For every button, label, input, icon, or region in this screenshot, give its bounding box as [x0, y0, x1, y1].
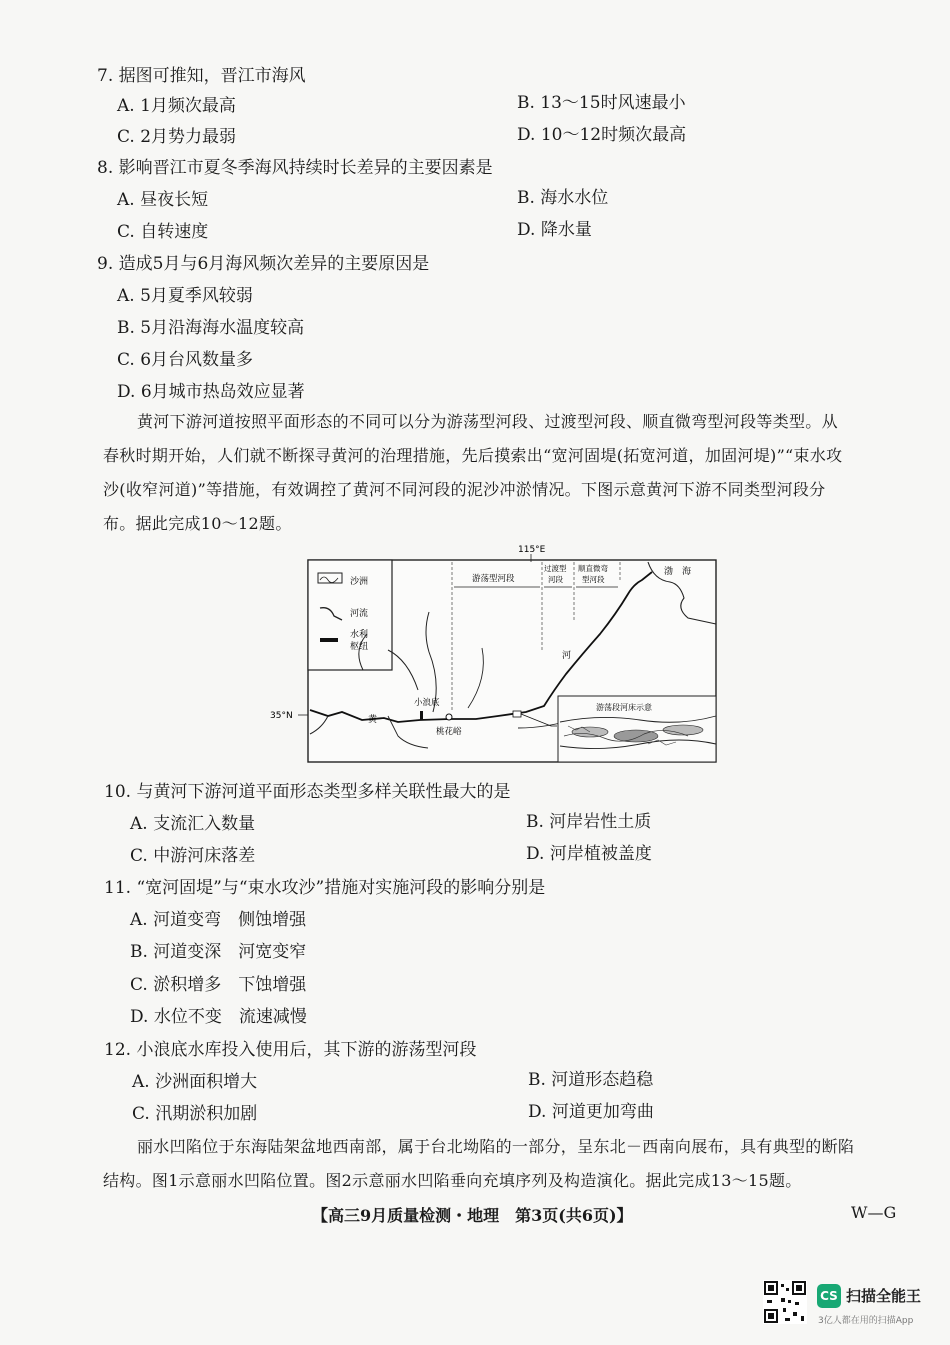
q7-stem: 7. 据图可推知，晋江市海风: [97, 66, 306, 86]
q7-option-a: A. 1月频次最高: [117, 96, 236, 116]
inset-riverbed-diagram: [558, 696, 716, 762]
q10-option-d: D. 河岸植被盖度: [526, 844, 652, 864]
segment-guodu-label-1: 过渡型: [544, 564, 567, 573]
q12-option-c: C. 汛期淤积加剧: [132, 1104, 258, 1124]
q8-option-c: C. 自转速度: [117, 222, 209, 242]
q10-option-a: A. 支流汇入数量: [130, 814, 256, 834]
taohuayu-point-icon: [446, 714, 452, 720]
passage1-line4: 布。据此完成10～12题。: [103, 514, 292, 533]
q8-option-d: D. 降水量: [517, 220, 592, 240]
q11-option-c: C. 淤积增多 下蚀增强: [130, 975, 307, 995]
q7-option-c: C. 2月势力最弱: [117, 127, 237, 147]
passage-yellow-river: [103, 405, 888, 541]
q9-option-d: D. 6月城市热岛效应显著: [117, 382, 305, 402]
qr-code-icon: [763, 1280, 807, 1324]
taohuayu-label: 桃花峪: [436, 727, 462, 737]
segment-guodu-label-2: 河段: [548, 575, 563, 584]
legend-heliu: 河流: [350, 609, 369, 619]
segment-shunzhi-label-2: 型河段: [582, 575, 605, 584]
page-footer: 【高三9月质量检测・地理 第3页(共6页)】: [312, 1206, 633, 1225]
longitude-label: 115°E: [518, 545, 546, 555]
q9-stem: 9. 造成5月与6月海风频次差异的主要原因是: [97, 254, 430, 274]
q7-option-b: B. 13～15时风速最小: [517, 93, 686, 113]
q12-stem: 12. 小浪底水库投入使用后，其下游的游荡型河段: [104, 1040, 477, 1060]
inset-title: 游荡段河床示意: [596, 703, 652, 712]
camscanner-tagline: 3亿人都在用的扫描App: [818, 1316, 914, 1326]
passage2-line1: 丽水凹陷位于东海陆架盆地西南部，属于台北坳陷的一部分，呈东北－西南向展布，具有典型的断陷: [137, 1137, 855, 1156]
he-label: 河: [562, 651, 572, 661]
passage1-line1: 黄河下游河道按照平面形态的不同可以分为游荡型河段、过渡型河段、顺直微弯型河段等类型。从: [137, 412, 838, 431]
segment-shunzhi-label-1: 顺直微弯: [578, 564, 608, 573]
q10-option-c: C. 中游河床落差: [130, 846, 256, 866]
dam-legend-icon: [320, 638, 338, 642]
q11-option-b: B. 河道变深 河宽变窄: [130, 942, 307, 962]
passage-lishui-sag: [103, 1130, 903, 1198]
huang-label: 黄: [368, 715, 378, 725]
q11-option-d: D. 水位不变 流速减慢: [130, 1007, 307, 1027]
paper-code: W—G: [851, 1203, 897, 1222]
q9-option-c: C. 6月台风数量多: [117, 350, 254, 370]
q10-stem: 10. 与黄河下游河道平面形态类型多样关联性最大的是: [104, 782, 511, 802]
legend-shazhou: 沙洲: [350, 577, 369, 587]
q9-option-b: B. 5月沿海海水温度较高: [117, 318, 305, 338]
camscanner-name: 扫描全能王: [846, 1287, 922, 1305]
legend-shuili-2: 枢纽: [350, 642, 369, 652]
q12-option-a: A. 沙洲面积增大: [132, 1072, 258, 1092]
q11-stem: 11. “宽河固堤”与“束水攻沙”措施对实施河段的影响分别是: [104, 878, 546, 898]
q8-option-a: A. 昼夜长短: [117, 190, 209, 210]
camscanner-logo: CS: [817, 1284, 841, 1308]
passage1-line3: 沙(收窄河道)”等措施，有效调控了黄河不同河段的泥沙冲淤情况。下图示意黄河下游不同类型河段分: [103, 480, 826, 499]
q8-stem: 8. 影响晋江市夏冬季海风持续时长差异的主要因素是: [97, 158, 493, 178]
passage2-line2: 结构。图1示意丽水凹陷位置。图2示意丽水凹陷垂向充填序列及构造演化。据此完成13～15题。: [103, 1171, 802, 1190]
bohai-label-2: 海: [682, 567, 692, 577]
q9-option-a: A. 5月夏季风较弱: [117, 286, 253, 306]
q8-option-b: B. 海水水位: [517, 188, 609, 208]
xiaolangdi-dam-icon: [420, 711, 423, 720]
segment-youdang-label: 游荡型河段: [472, 574, 515, 584]
yellow-river-map: [268, 540, 728, 768]
q7-option-d: D. 10～12时频次最高: [517, 125, 687, 145]
q12-option-d: D. 河道更加弯曲: [528, 1102, 654, 1122]
q10-option-b: B. 河岸岩性土质: [526, 812, 652, 832]
q11-option-a: A. 河道变弯 侧蚀增强: [130, 910, 307, 930]
legend-shuili-1: 水利: [350, 630, 369, 640]
bohai-label-1: 渤: [664, 567, 674, 577]
q12-option-b: B. 河道形态趋稳: [528, 1070, 654, 1090]
xiaolangdi-label: 小浪底: [414, 698, 440, 708]
latitude-label: 35°N: [270, 711, 293, 721]
passage1-line2: 春秋时期开始，人们就不断探寻黄河的治理措施，先后摸索出“宽河固堤(拓宽河道，加固河堤)”“束水攻: [103, 446, 843, 465]
